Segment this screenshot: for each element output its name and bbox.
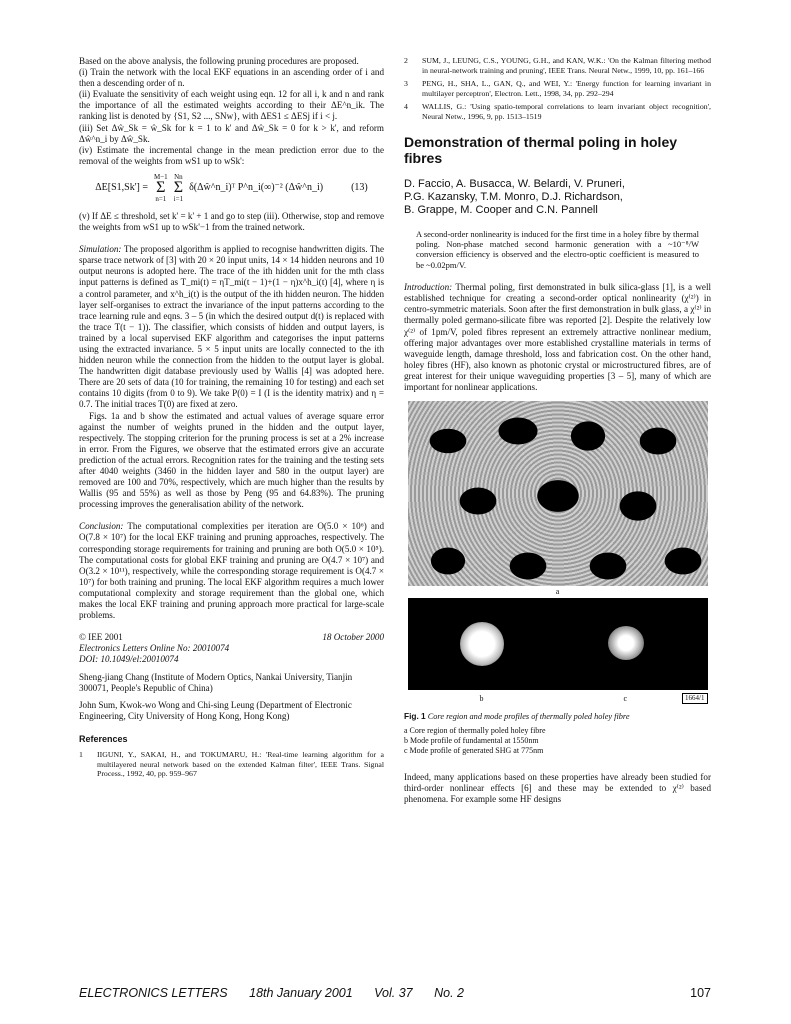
left-column: [79, 56, 384, 783]
pruning-step-5: (v) If ΔE ≤ threshold, set k' = k' + 1 and go to step (iii). Otherwise, stop and remove the weights from wS1 up to wSk'−1 from the trained network.: [79, 210, 384, 233]
page-footer: [79, 986, 711, 1000]
references-heading: References: [79, 733, 128, 744]
figure-label-c: c: [623, 694, 628, 704]
introduction-label: Introduction:: [404, 282, 453, 293]
simulation-paragraph: Simulation: The proposed algorithm is applied to recognise handwritten digits. The sparse trace network of [3] with 20 × 20 input units, 14 × 14 hidden neurons and 10 output neurons is adopted here. The trace of the ith hidden unit for the mth class input patterns is defined as T_mi(t) = ηT_mi(t − 1)+(1 − η)x^h_i(t) [4], where η is a control parameter, and x^h_i(t) is the output of the ith hidden neuron. The hidden layer self-organises to extract the invariance of the input patterns according to the trace learning rule and eqns. 3 – 5 (in which the desired output d(t) is replaced with the trace T(t − 1)). The classifier, which consists of hidden and output layers, is trained by a local supervised EKF algorithm and categorises the input patterns using the extracted invariance. 5 × 5 input units are locally connected to the ith hidden neuron while the connection from the hidden to the output layer is global. The handwritten digit database previously used by Wallis [4] was adopted here. There are 20 sets of data (10 for training, the remaining 10 for testing) and each set contains 10 digits (from 0 to 9). We take P(0) = I (I is the identity matrix) and η = 0.7. The initial traces T(0) are fixed at zero.: [79, 244, 385, 410]
doi: DOI: 10.1049/el:20010074: [79, 654, 179, 665]
caption-item: a Core region of thermally poled holey fibre: [404, 726, 546, 736]
mode-profile-fundamental: [460, 622, 504, 666]
sum-outer: M−1 Σ n=1: [154, 172, 168, 203]
figure-bc-labels: [408, 693, 708, 705]
figs-paragraph: Figs. 1a and b show the estimated and actual values of average square error against the number of weights pruned in the hidden and the output layer, respectively. The stopping criterion for the pruning process is set at a 2% increase in error. From the Figures, we observe that the estimated errors give an accurate prediction of the actual errors. Recognition rates for the training and the testing sets after 4040 weights (3460 in the hidden layer and 580 in the output layer) are removed are 100 and 70%, respectively, which are much higher than the results by Wallis (95 and 55%) as well as those by Peng (95 and 64.83%). The pruning processing improves the generalisation ability of the network.: [79, 410, 384, 510]
issue-date: 18th January 2001: [249, 986, 353, 1000]
abstract: A second-order nonlinearity is induced for the first time in a holey fibre by thermal poling. Non-phase matched second harmonic generation with a ~10⁻⁸/W conversion efficiency is observed and the electro-optic coefficient is measured to be ~0.02pm/V.: [416, 228, 699, 270]
volume: Vol. 37: [374, 986, 413, 1000]
figure-core-region-image: [408, 401, 708, 586]
equation-number: (13): [351, 182, 368, 194]
conclusion-paragraph: Conclusion: The computational complexities per iteration are O(5.0 × 10⁶) and O(7.8 × 10⁷) for the local EKF training and pruning approaches, respectively. The corresponding storage requirements for training and pruning are both O(5.0 × 10⁵). The computational costs for global EKF training and pruning are O(4.7 × 10⁷) and O(3.2 × 10¹¹), respectively, while the corresponding storage requirement is O(4.7 × 10⁷) for both training and pruning. The local EKF algorithm requires a much lower computational complexity and storage requirement than the global one, which makes the local EKF training and pruning approach more practical for large-scale problems.: [79, 521, 384, 621]
pruning-step-2: (ii) Evaluate the sensitivity of each weight using eqn. 12 for all i, k and n and rank the importance of all the estimated weights according to their ΔE^n_ik. The ranking list is denoted by {S1, S2 ..., SNw}, with ΔES1 ≤ ΔESj if i < j.: [79, 89, 384, 122]
figure-mode-profiles-image: [408, 598, 708, 690]
caption-item: c Mode profile of generated SHG at 775nm: [404, 745, 544, 755]
affiliation-2: John Sum, Kwok-wo Wong and Chi-sing Leung (Department of Electronic Engineering, City University of Hong Kong, Hong Kong): [79, 699, 352, 721]
caption-item: b Mode profile of fundamental at 1550nm: [404, 735, 539, 745]
equation-rhs: δ(Δŵ^n_i)ᵀ P^n_i(∞)⁻² (Δŵ^n_i): [189, 182, 324, 194]
conclusion-label: Conclusion:: [79, 521, 124, 532]
simulation-label: Simulation:: [79, 244, 122, 255]
sum-inner: Nn Σ i=1: [173, 172, 184, 203]
figure-code: 1664/1: [682, 693, 707, 704]
copyright: © IEE 2001: [79, 632, 123, 643]
right-column: [404, 56, 711, 805]
pruning-step-3: (iii) Set Δŵ_Sk = ŵ_Sk for k = 1 to k' and Δŵ_Sk = 0 for k > k', and reform Δŵ^n_i by Δŵ_Sk.: [79, 122, 384, 144]
equation-lhs: ΔE[S1,Sk'] =: [95, 182, 148, 194]
reference-item: 2 SUM, J., LEUNG, C.S., YOUNG, G.H., and KAN, W.K.: 'On the Kalman filtering method in neural-network training and pruning', IEEE Trans. Neural Netw., 1999, 10, pp. 161–166: [404, 56, 711, 75]
received-date: 18 October 2000: [322, 632, 384, 643]
pruning-step-1: (i) Train the network with the local EKF equations in an ascending order of i and then a descending order of n.: [79, 67, 384, 89]
equation-13: [79, 171, 384, 205]
introduction-paragraph: Introduction: Thermal poling, first demonstrated in bulk silica-glass [1], is a well established technique for creating a second-order optical nonlinearity (χ⁽²⁾) in centro-symmetric materials. Soon after the first demonstration in bulk glass, a χ⁽²⁾ in thermally poled germano-silicate fibre was reported [2]. Despite the relatively low χ⁽²⁾ of 1pm/V, poled fibres represent an extremely attractive nonlinear medium, offering major advantages over more established crystalline materials in terms of waveguide length, damage threshold, loss and fabrication cost. On the other hand, holey fibres (HF), also known as photonic crystal or microstructured fibres, are of great interest for their unique waveguiding properties [3 – 5], many of which are important for nonlinear applications.: [404, 282, 711, 393]
figure-caption: Fig. 1 Core region and mode profiles of thermally poled holey fibre: [404, 711, 630, 722]
mode-profile-shg: [608, 626, 644, 660]
page-number: 107: [690, 986, 711, 1000]
article-title: Demonstration of thermal poling in holey fibres: [404, 133, 678, 166]
issue-number: No. 2: [434, 986, 464, 1000]
figure-label-b: b: [479, 694, 484, 704]
figure-label-a: a: [555, 587, 560, 597]
pruning-step-4: (iv) Estimate the incremental change in the mean prediction error due to the removal of the weights from wS1 up to wSk':: [79, 144, 384, 166]
reference-item: 1 IIGUNI, Y., SAKAI, H., and TOKUMARU, H.: 'Real-time learning algorithm for a multilayered neural network based on the extended Kalman filter', IEEE Trans. Signal Process., 1992, 40, pp. 959–967: [79, 749, 384, 779]
copyright-row: [79, 632, 384, 643]
online-number: Electronics Letters Online No: 20010074: [79, 643, 230, 654]
affiliation-1: Sheng-jiang Chang (Institute of Modern Optics, Nankai University, Tianjin 300071, People's Republic of China): [79, 671, 353, 693]
closing-paragraph: Indeed, many applications based on these properties have already been studied for third-order nonlinear effects [6] and these may be extended to χ⁽²⁾ based phenomena. For example some HF designs: [404, 771, 711, 804]
figure-caption-items: [404, 726, 711, 755]
pruning-intro: Based on the above analysis, the following pruning procedures are proposed.: [79, 56, 359, 66]
reference-item: 3 PENG, H., SHA, L., GAN, Q., and WEI, Y.: 'Energy function for learning invariant in multilayer perceptron', Electron. Lett., 1998, 34, pp. 292–294: [404, 79, 711, 98]
journal-name: ELECTRONICS LETTERS: [79, 986, 228, 1000]
author-list: D. Faccio, A. Busacca, W. Belardi, V. Pruneri, P.G. Kazansky, T.M. Monro, D.J. Richardson, B. Grappe, M. Cooper and C.N. Pannell: [404, 177, 625, 216]
reference-item: 4 WALLIS, G.: 'Using spatio-temporal correlations to learn invariant object recognition', Neural Netw., 1996, 9, pp. 1513–1519: [404, 102, 711, 121]
